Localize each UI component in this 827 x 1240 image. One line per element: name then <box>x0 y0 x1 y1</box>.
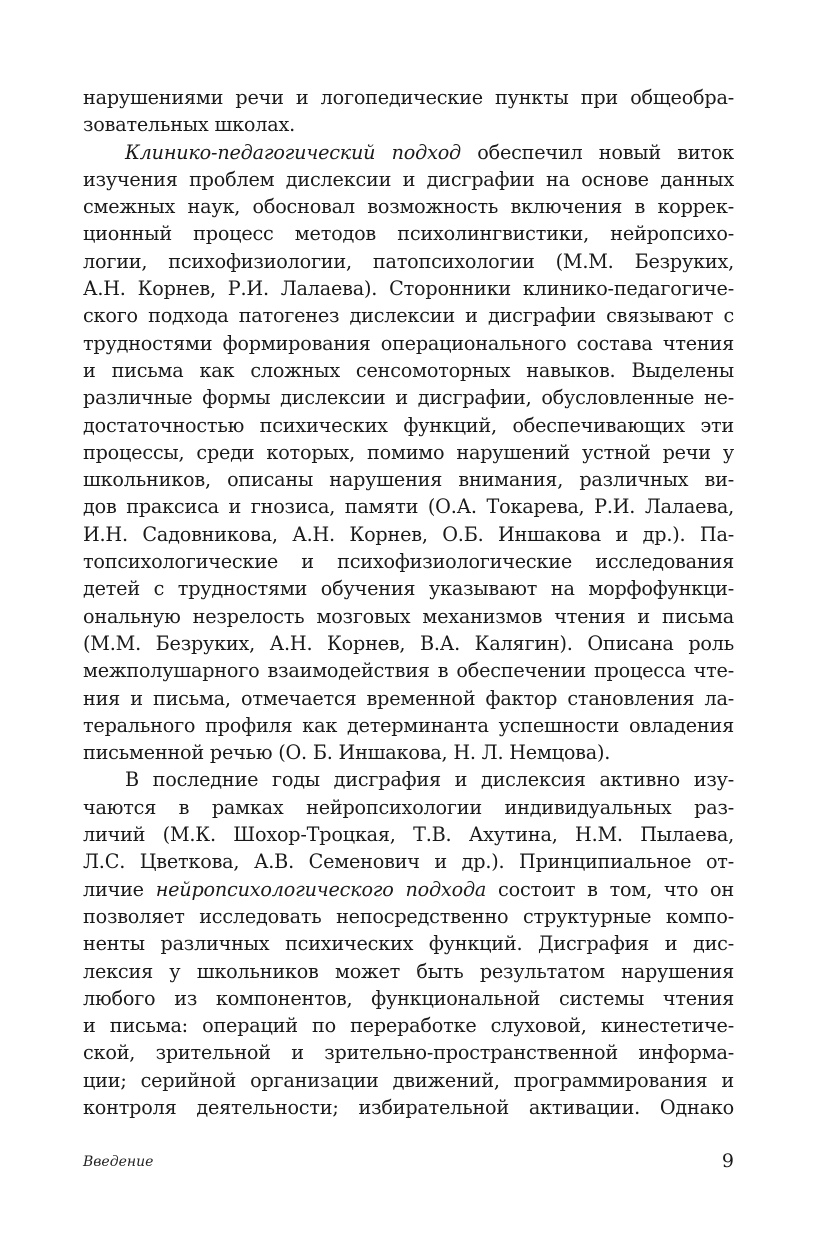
text-line <box>83 685 734 712</box>
line-text: Л.С. Цветкова, А.В. Семенович и др.). Принципиальное от- <box>83 850 734 874</box>
line-text: логии, психофизиологии, патопсихологии (М.М. Безруких, <box>83 249 734 273</box>
line-text: ния и письма, отмечается временной фактор становления ла- <box>83 686 734 710</box>
text-line <box>83 275 734 302</box>
text-line <box>83 657 734 684</box>
running-title: Введение <box>83 1154 154 1170</box>
line-text: различные формы дислексии и дисграфии, обусловленные не- <box>83 386 734 410</box>
text-line <box>83 357 734 384</box>
text-line <box>83 903 734 930</box>
text-line <box>83 466 734 493</box>
text-line <box>83 575 734 602</box>
line-text: межполушарного взаимодействия в обеспечении процесса чте- <box>83 659 734 683</box>
text-line <box>83 84 734 111</box>
line-text: процессы, среди которых, помимо нарушений устной речи у <box>83 440 734 464</box>
line-text: трудностями формирования операционального состава чтения <box>83 331 734 355</box>
line-text: ональную незрелость мозговых механизмов чтения и письма <box>83 604 734 628</box>
text-line <box>83 521 734 548</box>
line-text: контроля деятельности; избирательной активации. Однако <box>83 1095 734 1119</box>
text-line <box>83 384 734 411</box>
line-text: нарушениями речи и логопедические пункты при общеобра- <box>83 86 734 109</box>
text-line <box>83 1012 734 1039</box>
line-text: лексия у школьников может быть результатом нарушения <box>83 959 734 983</box>
page-number: 9 <box>721 1150 734 1172</box>
line-text: (М.М. Безруких, А.Н. Корнев, В.А. Калягин). Описана роль <box>83 631 734 655</box>
text-line <box>83 193 734 220</box>
line-text: позволяет исследовать непосредственно структурные компо- <box>83 904 734 928</box>
line-text: ненты различных психических функций. Дисграфия и дис- <box>83 932 734 956</box>
text-line <box>83 248 734 275</box>
line-text: детей с трудностями обучения указывают на морфофункци- <box>83 577 734 601</box>
text-line <box>83 958 734 985</box>
line-text: терального профиля как детерминанта успешности овладения <box>83 713 734 737</box>
text-line <box>83 766 734 793</box>
text-line <box>83 848 734 875</box>
line-text: достаточностью психических функций, обеспечивающих эти <box>83 413 734 437</box>
text-line <box>83 603 734 630</box>
text-line <box>83 630 734 657</box>
line-text: ского подхода патогенез дислексии и дисграфии связывают с <box>83 304 734 328</box>
italic-term: Клинико-педагогический подход <box>125 140 462 164</box>
text-line <box>83 739 734 766</box>
line-text: письменной речью (О. Б. Иншакова, Н. Л. Немцова). <box>83 741 611 765</box>
line-text: любого из компонентов, функциональной системы чтения <box>83 986 734 1010</box>
line-text: личие <box>83 877 156 901</box>
text-line <box>83 876 734 903</box>
line-text: ционный процесс методов психолингвистики, нейропсихо- <box>83 222 734 246</box>
text-line <box>83 794 734 821</box>
text-line <box>83 493 734 520</box>
line-text: А.Н. Корнев, Р.И. Лалаева). Сторонники клинико-педагогиче- <box>83 277 734 301</box>
text-line <box>83 930 734 957</box>
text-line <box>83 220 734 247</box>
line-text: И.Н. Садовникова, А.Н. Корнев, О.Б. Иншакова и др.). Па- <box>83 522 734 546</box>
line-text: топсихологические и психофизиологические исследования <box>83 550 734 574</box>
text-line <box>83 412 734 439</box>
text-line <box>83 330 734 357</box>
text-line <box>83 139 734 166</box>
text-line <box>83 111 734 138</box>
italic-term: нейропсихологического подхода <box>155 877 487 901</box>
text-line <box>83 1039 734 1066</box>
line-text: зовательных школах. <box>83 113 295 137</box>
text-line <box>83 1067 734 1094</box>
line-text: дов праксиса и гнозиса, памяти (О.А. Токарева, Р.И. Лалаева, <box>83 495 734 519</box>
line-text: и письма: операций по переработке слуховой, кинестетиче- <box>83 1014 734 1038</box>
line-text: ской, зрительной и зрительно-пространственной информа- <box>83 1041 734 1065</box>
line-text: школьников, описаны нарушения внимания, различных ви- <box>83 468 734 492</box>
line-text: состоит в том, что он <box>486 877 734 901</box>
text-line <box>83 821 734 848</box>
text-line <box>83 985 734 1012</box>
text-line <box>83 166 734 193</box>
text-line <box>83 712 734 739</box>
line-text: ции; серийной организации движений, программирования и <box>83 1068 734 1092</box>
text-line <box>83 302 734 329</box>
page-body <box>83 84 734 1121</box>
line-text: смежных наук, обосновал возможность включения в коррек- <box>83 195 734 219</box>
line-text: В последние годы дисграфия и дислексия активно изу- <box>125 768 734 792</box>
line-text: изучения проблем дислексии и дисграфии на основе данных <box>83 167 734 191</box>
line-text: и письма как сложных сенсомоторных навыков. Выделены <box>83 358 734 382</box>
line-text: обеспечил новый виток <box>461 140 734 164</box>
line-text: чаются в рамках нейропсихологии индивидуальных раз- <box>83 795 734 819</box>
text-line <box>83 1094 734 1121</box>
text-line <box>83 439 734 466</box>
text-line <box>83 548 734 575</box>
line-text: личий (М.К. Шохор-Троцкая, Т.В. Ахутина, Н.М. Пылаева, <box>83 823 734 847</box>
page-footer <box>83 1150 734 1174</box>
